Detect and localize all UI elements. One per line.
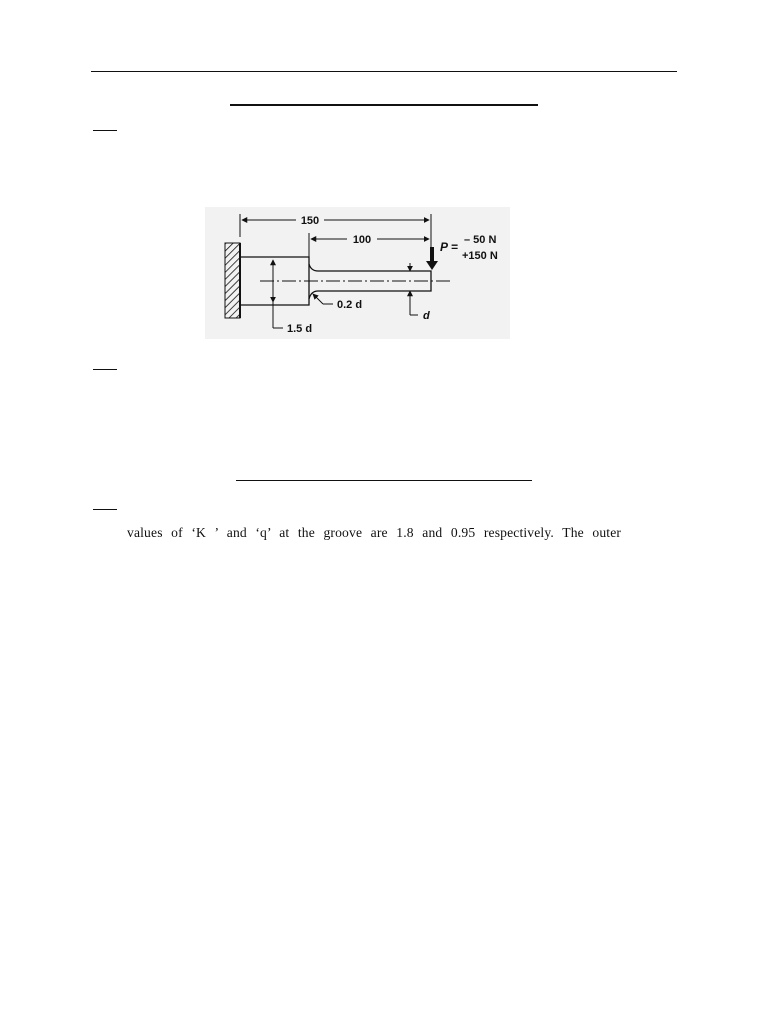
stepped-shaft-figure [205,207,510,339]
dimension-fillet [313,294,362,311]
load-arrow [426,247,438,270]
question-number-underline-2 [93,369,117,370]
dimension-100 [309,233,429,257]
dimension-150-label: 150 [300,215,320,227]
small-diameter-label: d [423,310,430,322]
fixed-wall [225,243,240,318]
dimension-100-label: 100 [352,234,372,246]
question-number-underline-3 [93,509,117,510]
body-text-line: values of ‘K ’ and ‘q’ at the groove are 1.8 and 0.95 respectively. The outer [127,525,622,540]
large-diameter-label: 1.5 d [287,323,313,335]
question-number-underline-1 [93,130,117,131]
load-min-value: – 50 N [464,234,497,246]
load-symbol: P = [440,240,458,254]
fillet-label: 0.2 d [337,299,363,311]
dimension-large-diameter [273,260,312,335]
load-max-value: +150 N [462,250,498,262]
section-title-underline-2 [236,480,532,481]
header-rule [91,71,677,72]
dimension-small-diameter [410,263,430,322]
section-title-underline-1 [230,104,538,106]
